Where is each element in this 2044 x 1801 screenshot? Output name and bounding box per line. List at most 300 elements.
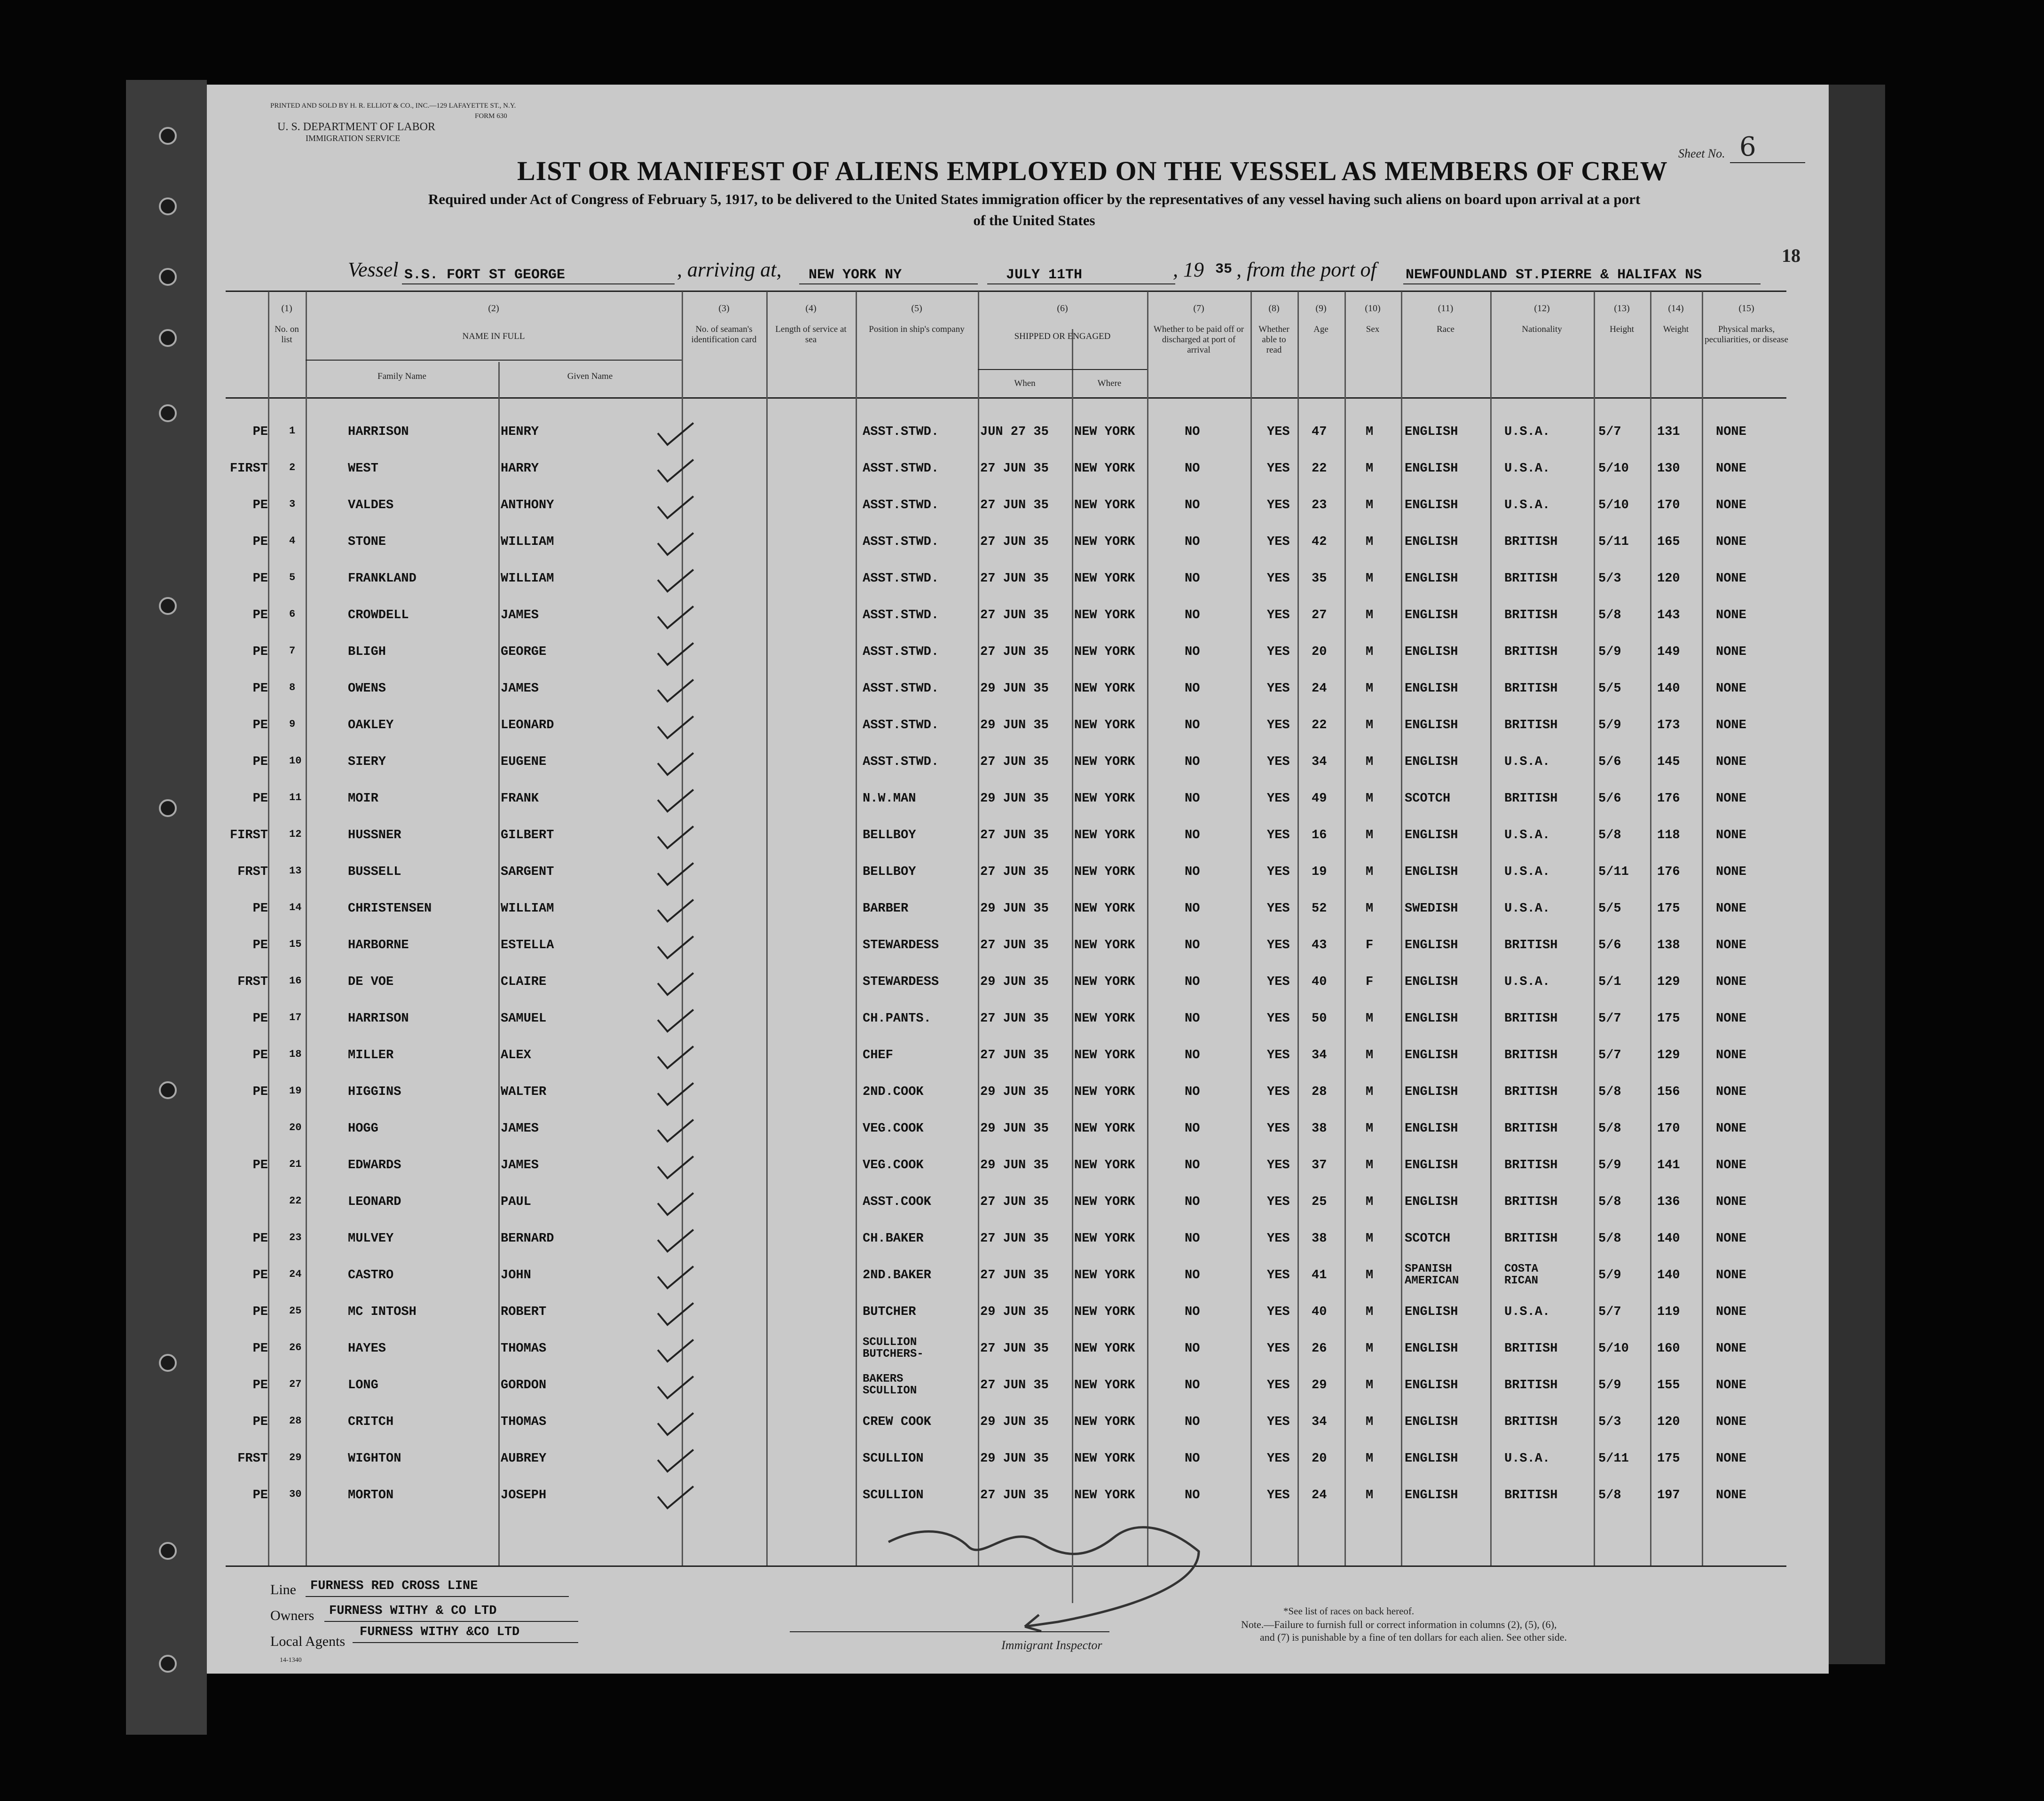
sex: M bbox=[1366, 1122, 1374, 1136]
line-label: Line bbox=[270, 1582, 296, 1597]
height: 5/1 bbox=[1598, 975, 1621, 989]
column-header-where: Where bbox=[1097, 378, 1122, 388]
row-list-mark: FIRST bbox=[229, 462, 268, 476]
able-to-read: YES bbox=[1267, 1085, 1290, 1099]
age: 34 bbox=[1312, 1415, 1327, 1429]
paid-off: NO bbox=[1185, 975, 1200, 989]
shipped-when: 29 JUN 35 bbox=[980, 975, 1049, 989]
arriving-label: , arriving at, bbox=[677, 258, 782, 281]
weight: 176 bbox=[1657, 792, 1680, 806]
position: BELLBOY bbox=[863, 865, 916, 879]
age: 50 bbox=[1312, 1012, 1327, 1026]
nationality: COSTA RICAN bbox=[1504, 1263, 1539, 1288]
age: 35 bbox=[1312, 572, 1327, 586]
able-to-read: YES bbox=[1267, 608, 1290, 622]
shipped-when: 29 JUN 35 bbox=[980, 1452, 1049, 1466]
column-header-when: When bbox=[1014, 378, 1036, 388]
column-rule bbox=[978, 291, 979, 1565]
sex: M bbox=[1366, 1378, 1374, 1392]
shipped-when: 27 JUN 35 bbox=[980, 1342, 1049, 1356]
column-number: (4) bbox=[805, 303, 817, 314]
shipped-when: 27 JUN 35 bbox=[980, 645, 1049, 659]
column-rule bbox=[766, 291, 768, 1565]
nationality: U.S.A. bbox=[1504, 462, 1550, 476]
given-name: FRANK bbox=[501, 792, 539, 806]
nationality: BRITISH bbox=[1504, 1232, 1558, 1246]
given-name: JOSEPH bbox=[501, 1488, 547, 1502]
able-to-read: YES bbox=[1267, 1122, 1290, 1136]
height: 5/9 bbox=[1598, 718, 1621, 732]
age: 40 bbox=[1312, 1305, 1327, 1319]
row-list-mark: PE bbox=[252, 425, 268, 439]
physical-marks: NONE bbox=[1716, 1195, 1746, 1209]
shipped-where: NEW YORK bbox=[1074, 1158, 1135, 1172]
sex: M bbox=[1366, 425, 1374, 439]
nationality: BRITISH bbox=[1504, 1048, 1558, 1062]
height: 5/10 bbox=[1598, 498, 1629, 512]
row-number: 7 bbox=[289, 645, 296, 657]
row-list-mark: FRST bbox=[237, 865, 268, 879]
shipped-where: NEW YORK bbox=[1074, 645, 1135, 659]
row-number: 20 bbox=[289, 1122, 302, 1133]
paid-off: NO bbox=[1185, 1195, 1200, 1209]
row-list-mark: PE bbox=[252, 572, 268, 586]
race: ENGLISH bbox=[1405, 1122, 1458, 1136]
race: ENGLISH bbox=[1405, 1488, 1458, 1502]
shipped-where: NEW YORK bbox=[1074, 718, 1135, 732]
nationality: BRITISH bbox=[1504, 792, 1558, 806]
sex: M bbox=[1366, 1048, 1374, 1062]
column-rule bbox=[1297, 291, 1299, 1565]
family-name: HARRISON bbox=[348, 1012, 409, 1026]
age: 38 bbox=[1312, 1122, 1327, 1136]
subcolumn-rule bbox=[1072, 329, 1073, 1603]
sex: M bbox=[1366, 1195, 1374, 1209]
position: ASST.STWD. bbox=[863, 682, 939, 696]
weight: 155 bbox=[1657, 1378, 1680, 1392]
family-name: VALDES bbox=[348, 498, 394, 512]
shipped-where: NEW YORK bbox=[1074, 572, 1135, 586]
race: ENGLISH bbox=[1405, 1342, 1458, 1356]
form-number: FORM 630 bbox=[475, 112, 507, 120]
given-name: HARRY bbox=[501, 462, 539, 476]
shipped-where: NEW YORK bbox=[1074, 1415, 1135, 1429]
height: 5/5 bbox=[1598, 682, 1621, 696]
family-name: OAKLEY bbox=[348, 718, 394, 732]
row-number: 4 bbox=[289, 535, 296, 547]
given-name: LEONARD bbox=[501, 718, 554, 732]
sheet-label: Sheet No. bbox=[1678, 147, 1725, 160]
weight: 160 bbox=[1657, 1342, 1680, 1356]
shipped-when: 29 JUN 35 bbox=[980, 718, 1049, 732]
physical-marks: NONE bbox=[1716, 828, 1746, 842]
paid-off: NO bbox=[1185, 462, 1200, 476]
able-to-read: YES bbox=[1267, 755, 1290, 769]
shipped-where: NEW YORK bbox=[1074, 1452, 1135, 1466]
weight: 175 bbox=[1657, 1452, 1680, 1466]
age: 34 bbox=[1312, 1048, 1327, 1062]
column-number: (13) bbox=[1614, 303, 1630, 314]
nationality: BRITISH bbox=[1504, 682, 1558, 696]
shipped-where: NEW YORK bbox=[1074, 902, 1135, 916]
given-name: JAMES bbox=[501, 1122, 539, 1136]
race: SPANISH AMERICAN bbox=[1405, 1263, 1459, 1288]
from-port: NEWFOUNDLAND ST.PIERRE & HALIFAX NS bbox=[1406, 267, 1702, 283]
nationality: BRITISH bbox=[1504, 718, 1558, 732]
column-rule bbox=[306, 291, 307, 1565]
family-name: EDWARDS bbox=[348, 1158, 401, 1172]
height: 5/10 bbox=[1598, 462, 1629, 476]
race: ENGLISH bbox=[1405, 1085, 1458, 1099]
row-number: 24 bbox=[289, 1268, 302, 1280]
column-rule bbox=[1490, 291, 1492, 1565]
owners-value: FURNESS WITHY & CO LTD bbox=[329, 1604, 497, 1618]
paid-off: NO bbox=[1185, 755, 1200, 769]
height: 5/7 bbox=[1598, 1305, 1621, 1319]
weight: 165 bbox=[1657, 535, 1680, 549]
weight: 140 bbox=[1657, 1268, 1680, 1282]
paid-off: NO bbox=[1185, 1488, 1200, 1502]
weight: 149 bbox=[1657, 645, 1680, 659]
height: 5/11 bbox=[1598, 535, 1629, 549]
row-list-mark: PE bbox=[252, 1085, 268, 1099]
shipped-where: NEW YORK bbox=[1074, 498, 1135, 512]
manifest-sheet bbox=[207, 85, 1829, 1674]
row-number: 25 bbox=[289, 1305, 302, 1317]
physical-marks: NONE bbox=[1716, 462, 1746, 476]
able-to-read: YES bbox=[1267, 425, 1290, 439]
column-header-c11: Race bbox=[1437, 324, 1454, 334]
printer-line: PRINTED AND SOLD BY H. R. ELLIOT & CO., INC.—129 LAFAYETTE ST., N.Y. bbox=[270, 102, 516, 110]
column-number: (5) bbox=[911, 303, 922, 314]
column-number: (3) bbox=[718, 303, 730, 314]
shipped-when: 27 JUN 35 bbox=[980, 1195, 1049, 1209]
position: ASST.COOK bbox=[863, 1195, 931, 1209]
row-number: 8 bbox=[289, 682, 296, 693]
age: 23 bbox=[1312, 498, 1327, 512]
paid-off: NO bbox=[1185, 1048, 1200, 1062]
shipped-when: 27 JUN 35 bbox=[980, 1378, 1049, 1392]
row-list-mark: PE bbox=[252, 792, 268, 806]
shipped-when: 29 JUN 35 bbox=[980, 902, 1049, 916]
shipped-when: 27 JUN 35 bbox=[980, 608, 1049, 622]
column-header-family-name: Family Name bbox=[377, 371, 426, 381]
column-rule bbox=[1250, 291, 1252, 1565]
shipped-when: 27 JUN 35 bbox=[980, 1232, 1049, 1246]
row-list-mark: PE bbox=[252, 1232, 268, 1246]
department-name: U. S. DEPARTMENT OF LABOR bbox=[277, 121, 435, 133]
sex: M bbox=[1366, 718, 1374, 732]
able-to-read: YES bbox=[1267, 462, 1290, 476]
given-name: THOMAS bbox=[501, 1415, 547, 1429]
physical-marks: NONE bbox=[1716, 1048, 1746, 1062]
owners-label: Owners bbox=[270, 1608, 314, 1623]
position: ASST.STWD. bbox=[863, 572, 939, 586]
age: 43 bbox=[1312, 938, 1327, 952]
height: 5/6 bbox=[1598, 938, 1621, 952]
line-value: FURNESS RED CROSS LINE bbox=[310, 1579, 478, 1593]
row-number: 10 bbox=[289, 755, 302, 767]
age: 25 bbox=[1312, 1195, 1327, 1209]
family-name: CRITCH bbox=[348, 1415, 394, 1429]
family-name: HUSSNER bbox=[348, 828, 401, 842]
height: 5/11 bbox=[1598, 865, 1629, 879]
height: 5/10 bbox=[1598, 1342, 1629, 1356]
shipped-when: 27 JUN 35 bbox=[980, 1488, 1049, 1502]
able-to-read: YES bbox=[1267, 645, 1290, 659]
shipped-where: NEW YORK bbox=[1074, 828, 1135, 842]
column-number: (10) bbox=[1365, 303, 1381, 314]
position: CREW COOK bbox=[863, 1415, 931, 1429]
row-list-mark: PE bbox=[252, 1342, 268, 1356]
column-header-c9: Age bbox=[1313, 324, 1329, 334]
age: 16 bbox=[1312, 828, 1327, 842]
height: 5/5 bbox=[1598, 902, 1621, 916]
position: VEG.COOK bbox=[863, 1122, 924, 1136]
given-name: ROBERT bbox=[501, 1305, 547, 1319]
inspector-signature bbox=[870, 1514, 1236, 1636]
paid-off: NO bbox=[1185, 1305, 1200, 1319]
paid-off: NO bbox=[1185, 1342, 1200, 1356]
physical-marks: NONE bbox=[1716, 1012, 1746, 1026]
height: 5/3 bbox=[1598, 572, 1621, 586]
sex: F bbox=[1366, 938, 1374, 952]
column-header-c13: Height bbox=[1610, 324, 1634, 334]
able-to-read: YES bbox=[1267, 1305, 1290, 1319]
nationality: BRITISH bbox=[1504, 1012, 1558, 1026]
weight: 118 bbox=[1657, 828, 1680, 842]
position: 2ND.COOK bbox=[863, 1085, 924, 1099]
row-number: 5 bbox=[289, 572, 296, 583]
height: 5/9 bbox=[1598, 1268, 1621, 1282]
paid-off: NO bbox=[1185, 1085, 1200, 1099]
column-header-c1: No. on list bbox=[275, 324, 299, 345]
family-name: DE VOE bbox=[348, 975, 394, 989]
inspector-label: Immigrant Inspector bbox=[1001, 1638, 1102, 1652]
shipped-where: NEW YORK bbox=[1074, 608, 1135, 622]
column-rule bbox=[1401, 291, 1402, 1565]
position: CHEF bbox=[863, 1048, 893, 1062]
position: STEWARDESS bbox=[863, 938, 939, 952]
given-name: EUGENE bbox=[501, 755, 547, 769]
agents-label: Local Agents bbox=[270, 1634, 346, 1649]
row-list-mark: FRST bbox=[237, 975, 268, 989]
sex: M bbox=[1366, 535, 1374, 549]
nationality: U.S.A. bbox=[1504, 865, 1550, 879]
position: 2ND.BAKER bbox=[863, 1268, 931, 1282]
shipped-where: NEW YORK bbox=[1074, 682, 1135, 696]
given-name: WILLIAM bbox=[501, 572, 554, 586]
physical-marks: NONE bbox=[1716, 718, 1746, 732]
physical-marks: NONE bbox=[1716, 645, 1746, 659]
height: 5/8 bbox=[1598, 1122, 1621, 1136]
race: ENGLISH bbox=[1405, 828, 1458, 842]
nationality: U.S.A. bbox=[1504, 755, 1550, 769]
row-list-mark: PE bbox=[252, 1378, 268, 1392]
shipped-when: 27 JUN 35 bbox=[980, 1268, 1049, 1282]
race: ENGLISH bbox=[1405, 1158, 1458, 1172]
shipped-where: NEW YORK bbox=[1074, 462, 1135, 476]
shipped-where: NEW YORK bbox=[1074, 535, 1135, 549]
weight: 175 bbox=[1657, 902, 1680, 916]
column-number: (14) bbox=[1668, 303, 1684, 314]
shipped-when: 27 JUN 35 bbox=[980, 498, 1049, 512]
nationality: U.S.A. bbox=[1504, 425, 1550, 439]
sex: M bbox=[1366, 462, 1374, 476]
column-header-c7: Whether to be paid off or discharged at port of arrival bbox=[1153, 324, 1244, 355]
family-name: SIERY bbox=[348, 755, 386, 769]
position: VEG.COOK bbox=[863, 1158, 924, 1172]
race: ENGLISH bbox=[1405, 572, 1458, 586]
position: ASST.STWD. bbox=[863, 718, 939, 732]
race: ENGLISH bbox=[1405, 1452, 1458, 1466]
position: ASST.STWD. bbox=[863, 645, 939, 659]
paid-off: NO bbox=[1185, 1452, 1200, 1466]
note-penalty-1: Note.—Failure to furnish full or correct information in columns (2), (5), (6), bbox=[1241, 1619, 1557, 1630]
family-name: HOGG bbox=[348, 1122, 378, 1136]
shipped-where: NEW YORK bbox=[1074, 1012, 1135, 1026]
physical-marks: NONE bbox=[1716, 1122, 1746, 1136]
physical-marks: NONE bbox=[1716, 865, 1746, 879]
physical-marks: NONE bbox=[1716, 1342, 1746, 1356]
race: ENGLISH bbox=[1405, 498, 1458, 512]
row-list-mark: PE bbox=[252, 645, 268, 659]
page-number: 18 bbox=[1782, 245, 1800, 266]
shipped-where: NEW YORK bbox=[1074, 1232, 1135, 1246]
family-name: BUSSELL bbox=[348, 865, 401, 879]
column-number: (12) bbox=[1534, 303, 1550, 314]
nationality: BRITISH bbox=[1504, 1195, 1558, 1209]
given-name: ANTHONY bbox=[501, 498, 554, 512]
nationality: U.S.A. bbox=[1504, 498, 1550, 512]
nationality: U.S.A. bbox=[1504, 1305, 1550, 1319]
paid-off: NO bbox=[1185, 902, 1200, 916]
height: 5/9 bbox=[1598, 1158, 1621, 1172]
height: 5/11 bbox=[1598, 1452, 1629, 1466]
family-name: HIGGINS bbox=[348, 1085, 401, 1099]
given-name: THOMAS bbox=[501, 1342, 547, 1356]
given-name: GILBERT bbox=[501, 828, 554, 842]
physical-marks: NONE bbox=[1716, 535, 1746, 549]
column-number: (9) bbox=[1315, 303, 1327, 314]
weight: 156 bbox=[1657, 1085, 1680, 1099]
row-number: 9 bbox=[289, 718, 296, 730]
family-name: MOIR bbox=[348, 792, 378, 806]
sex: M bbox=[1366, 1085, 1374, 1099]
given-name: GORDON bbox=[501, 1378, 547, 1392]
sex: M bbox=[1366, 572, 1374, 586]
age: 42 bbox=[1312, 535, 1327, 549]
physical-marks: NONE bbox=[1716, 1085, 1746, 1099]
row-number: 13 bbox=[289, 865, 302, 877]
paid-off: NO bbox=[1185, 1415, 1200, 1429]
row-number: 28 bbox=[289, 1415, 302, 1427]
given-name: WALTER bbox=[501, 1085, 547, 1099]
column-rule bbox=[268, 291, 269, 1565]
sex: M bbox=[1366, 1158, 1374, 1172]
able-to-read: YES bbox=[1267, 1158, 1290, 1172]
shipped-when: 29 JUN 35 bbox=[980, 1122, 1049, 1136]
given-name: BERNARD bbox=[501, 1232, 554, 1246]
subheader-rule bbox=[306, 360, 682, 361]
age: 41 bbox=[1312, 1268, 1327, 1282]
family-name: MC INTOSH bbox=[348, 1305, 417, 1319]
weight: 120 bbox=[1657, 572, 1680, 586]
nationality: U.S.A. bbox=[1504, 828, 1550, 842]
age: 28 bbox=[1312, 1085, 1327, 1099]
column-number: (7) bbox=[1193, 303, 1204, 314]
row-list-mark: PE bbox=[252, 1048, 268, 1062]
nationality: BRITISH bbox=[1504, 1158, 1558, 1172]
row-list-mark: PE bbox=[252, 938, 268, 952]
column-header-c3: No. of seaman's identification card bbox=[691, 324, 757, 345]
row-list-mark: PE bbox=[252, 1268, 268, 1282]
paid-off: NO bbox=[1185, 535, 1200, 549]
from-label: , from the port of bbox=[1236, 258, 1376, 281]
note-penalty-2: and (7) is punishable by a fine of ten dollars for each alien. See other side. bbox=[1260, 1631, 1567, 1643]
column-rule bbox=[1702, 291, 1703, 1565]
column-rule bbox=[1650, 291, 1651, 1565]
shipped-where: NEW YORK bbox=[1074, 1268, 1135, 1282]
physical-marks: NONE bbox=[1716, 792, 1746, 806]
row-number: 22 bbox=[289, 1195, 302, 1207]
height: 5/8 bbox=[1598, 1488, 1621, 1502]
paid-off: NO bbox=[1185, 865, 1200, 879]
subtitle bbox=[329, 189, 1739, 231]
row-number: 18 bbox=[289, 1048, 302, 1060]
shipped-when: 29 JUN 35 bbox=[980, 1415, 1049, 1429]
sex: M bbox=[1366, 755, 1374, 769]
given-name: SAMUEL bbox=[501, 1012, 547, 1026]
position: BARBER bbox=[863, 902, 909, 916]
shipped-where: NEW YORK bbox=[1074, 1342, 1135, 1356]
able-to-read: YES bbox=[1267, 498, 1290, 512]
family-name: WIGHTON bbox=[348, 1452, 401, 1466]
family-name: LONG bbox=[348, 1378, 378, 1392]
paid-off: NO bbox=[1185, 1378, 1200, 1392]
position: SCULLION BUTCHERS- bbox=[863, 1336, 924, 1361]
age: 52 bbox=[1312, 902, 1327, 916]
weight: 141 bbox=[1657, 1158, 1680, 1172]
sex: M bbox=[1366, 1488, 1374, 1502]
family-name: HAYES bbox=[348, 1342, 386, 1356]
shipped-when: 27 JUN 35 bbox=[980, 1012, 1049, 1026]
age: 40 bbox=[1312, 975, 1327, 989]
able-to-read: YES bbox=[1267, 902, 1290, 916]
height: 5/6 bbox=[1598, 792, 1621, 806]
sex: M bbox=[1366, 865, 1374, 879]
shipped-where: NEW YORK bbox=[1074, 1048, 1135, 1062]
position: SCULLION bbox=[863, 1452, 924, 1466]
family-name: HARRISON bbox=[348, 425, 409, 439]
subheader-rule bbox=[978, 369, 1147, 370]
sex: M bbox=[1366, 1232, 1374, 1246]
position: ASST.STWD. bbox=[863, 755, 939, 769]
position: CH.BAKER bbox=[863, 1232, 924, 1246]
sex: M bbox=[1366, 1305, 1374, 1319]
arrival-year: 35 bbox=[1215, 261, 1233, 277]
shipped-when: 27 JUN 35 bbox=[980, 865, 1049, 879]
service-name: IMMIGRATION SERVICE bbox=[306, 134, 401, 143]
family-name: FRANKLAND bbox=[348, 572, 417, 586]
column-number: (6) bbox=[1057, 303, 1068, 314]
race: SWEDISH bbox=[1405, 902, 1458, 916]
weight: 140 bbox=[1657, 682, 1680, 696]
nationality: BRITISH bbox=[1504, 1122, 1558, 1136]
shipped-where: NEW YORK bbox=[1074, 792, 1135, 806]
race: SCOTCH bbox=[1405, 792, 1451, 806]
row-number: 23 bbox=[289, 1232, 302, 1243]
